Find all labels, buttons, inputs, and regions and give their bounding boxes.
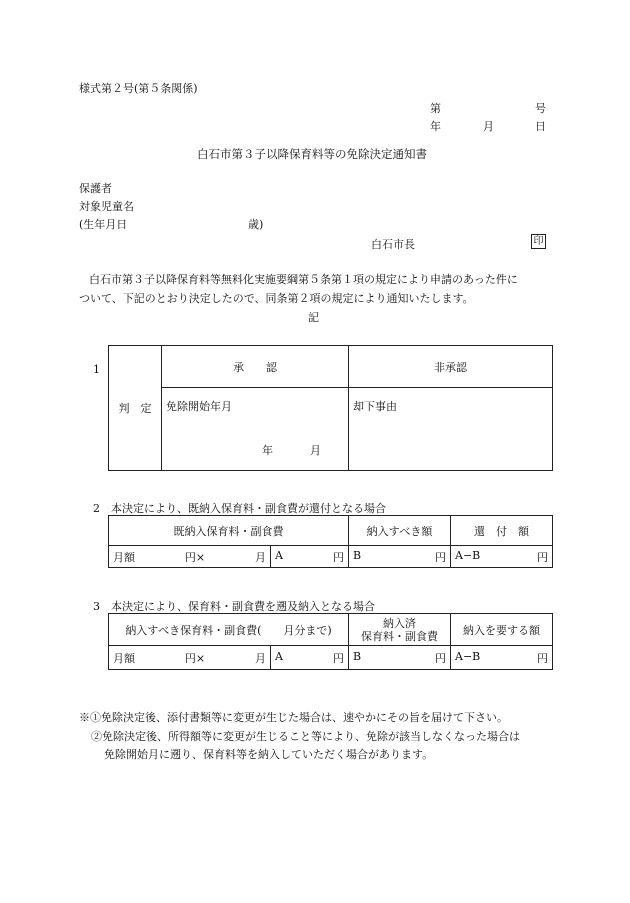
seal-mark xyxy=(531,234,546,249)
section2-heading: 2 本決定により、既納入保育料・副食費が還付となる場合 xyxy=(93,502,386,515)
doc-number-prefix: 第 xyxy=(430,102,441,115)
body-line-2: ついて、下記のとおり決定したので、同条第２項の規定により通知いたします。 xyxy=(79,292,474,305)
yen-times: 円× xyxy=(184,651,206,665)
monthly-label: 月額 xyxy=(113,651,135,665)
date-year: 年 xyxy=(430,120,441,133)
reject-header: 非承認 xyxy=(349,346,553,388)
approve-header: 承 認 xyxy=(162,346,349,388)
section1-number: 1 xyxy=(93,363,100,376)
refund-table xyxy=(108,515,553,568)
start-year-label: 年 xyxy=(262,444,273,457)
ki-label: 記 xyxy=(308,311,319,324)
refund-ab-cell xyxy=(451,546,553,568)
retro-a-cell xyxy=(271,646,349,670)
refund-col1-header: 既納入保育料・副食費 xyxy=(109,516,349,546)
form-number: 様式第２号(第５条関係) xyxy=(79,82,198,95)
refund-col3-header: 還 付 額 xyxy=(451,516,553,546)
date-month: 月 xyxy=(483,120,494,133)
refund-monthly-cell xyxy=(109,546,271,568)
retro-col2-header-line2: 保育料・副食費 xyxy=(361,629,438,643)
a-label: A xyxy=(275,548,283,562)
month-unit: 月 xyxy=(255,550,266,564)
refund-col2-header: 納入すべき額 xyxy=(349,516,451,546)
body-line-1: 白石市第３子以降保育料等無料化実施要綱第５条第１項の規定により申請のあった件に xyxy=(89,273,518,286)
note-1: ※①免除決定後、添付書類等に変更が生じた場合は、速やかにその旨を届けて下さい。 xyxy=(79,711,508,724)
yen-unit: 円 xyxy=(435,550,446,564)
child-name-label: 対象児童名 xyxy=(79,200,134,213)
b-label: B xyxy=(353,548,362,562)
birth-date-label: (生年月日 xyxy=(79,218,128,231)
yen-times: 円× xyxy=(184,550,206,564)
note-3: 免除開始月に遡り、保育料等を納入していただく場合があります。 xyxy=(104,748,434,761)
a-minus-b-label: A−B xyxy=(455,649,481,663)
a-minus-b-label: A−B xyxy=(455,548,481,562)
guardian-label: 保護者 xyxy=(79,182,112,195)
mayor-label: 白石市長 xyxy=(371,238,415,251)
retro-col1-header: 納入すべき保育料・副食費( 月分まで) xyxy=(109,614,349,646)
retro-col2-header-line1: 納入済 xyxy=(383,616,416,630)
retro-monthly-cell xyxy=(109,646,271,670)
refund-a-cell xyxy=(271,546,349,568)
judgement-table xyxy=(108,345,553,471)
month-unit: 月 xyxy=(255,651,266,665)
retro-col2-header xyxy=(349,614,451,646)
retroactive-table xyxy=(108,613,553,670)
judgement-label: 判 定 xyxy=(109,346,162,471)
yen-unit: 円 xyxy=(333,651,344,665)
yen-unit: 円 xyxy=(537,550,548,564)
date-day: 日 xyxy=(535,120,546,133)
age-label: 歳) xyxy=(248,218,264,231)
note-2: ②免除決定後、所得額等に変更が生じること等により、免除が該当しなくなった場合は xyxy=(91,730,520,743)
section3-heading: 3 本決定により、保育料・副食費を遡及納入となる場合 xyxy=(93,600,375,613)
seal-icon: 印 xyxy=(531,234,546,249)
b-label: B xyxy=(353,649,362,663)
yen-unit: 円 xyxy=(435,651,446,665)
start-month-label: 免除開始年月 xyxy=(166,400,232,413)
refund-b-cell xyxy=(349,546,451,568)
yen-unit: 円 xyxy=(537,651,548,665)
monthly-label: 月額 xyxy=(113,550,135,564)
yen-unit: 円 xyxy=(333,550,344,564)
start-month-unit: 月 xyxy=(310,444,321,457)
retro-col3-header: 納入を要する額 xyxy=(451,614,553,646)
doc-number-suffix: 号 xyxy=(535,102,546,115)
retro-b-cell xyxy=(349,646,451,670)
approve-cell xyxy=(162,388,349,471)
a-label: A xyxy=(275,649,283,663)
retro-ab-cell xyxy=(451,646,553,670)
reject-reason-label: 却下事由 xyxy=(353,400,397,413)
page-title: 白石市第３子以降保育料等の免除決定通知書 xyxy=(197,147,427,161)
reject-reason-cell xyxy=(349,388,553,471)
